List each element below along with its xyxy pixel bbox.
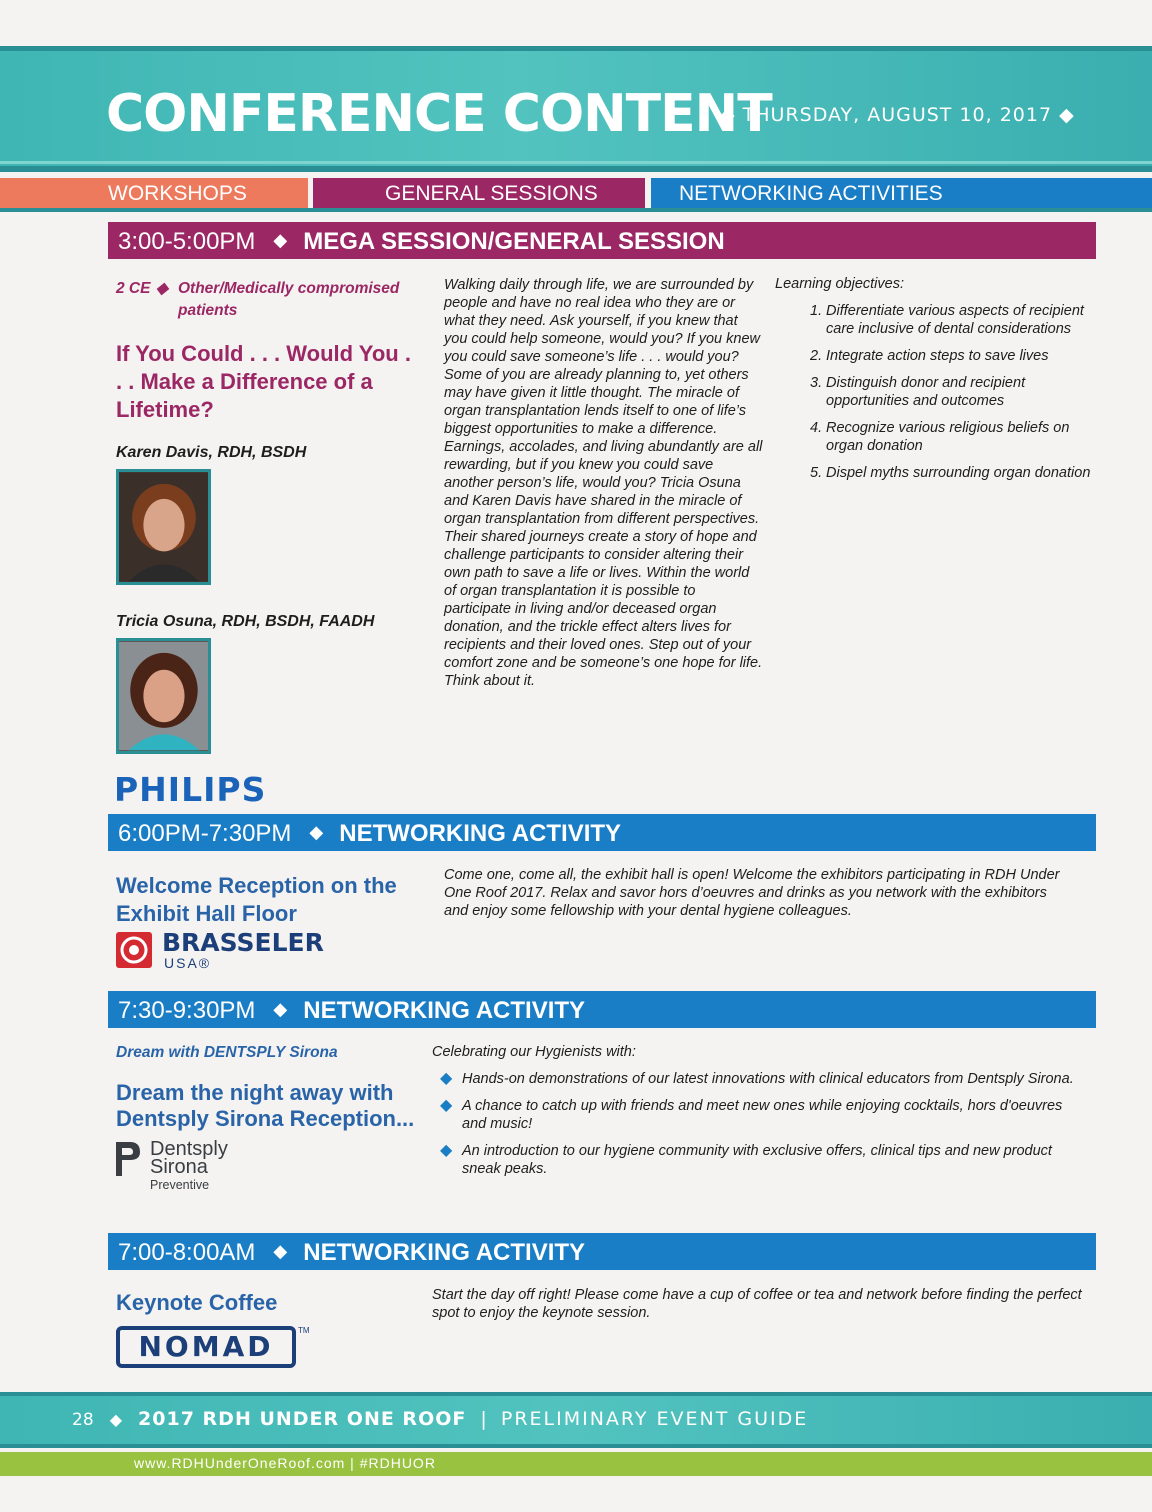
tab-divider — [0, 208, 1152, 212]
session-subtitle: Dream with DENTSPLY Sirona — [116, 1044, 338, 1061]
session-title: If You Could . . . Would You . . . Make a Difference of a Lifetime? — [116, 341, 411, 422]
session-ce-credits — [116, 278, 416, 322]
dentsply-logo — [114, 1138, 274, 1194]
session-kind: NETWORKING ACTIVITY — [303, 997, 586, 1024]
highlights-list — [440, 1070, 1080, 1187]
nomad-trademark: TM — [298, 1326, 310, 1335]
session-description: Start the day off right! Please come have a cup of coffee or tea and network before finding the perfect spot to enjoy the keynote session. — [432, 1287, 1082, 1321]
diamond-icon: ◆ — [109, 1410, 122, 1429]
dentsply-mark-icon — [114, 1140, 142, 1178]
dentsply-name: Dentsply — [150, 1138, 228, 1160]
footer-divider: | — [480, 1408, 487, 1430]
list-item: ◆ Hands-on demonstrations of our latest innovations with clinical educators from Dentsply Sirona. — [440, 1070, 1074, 1087]
session-title: Welcome Reception on the Exhibit Hall Floor — [116, 873, 397, 926]
session-bar-networking — [108, 814, 1096, 851]
session-bar-mega — [108, 222, 1096, 259]
diamond-icon: ◆ — [156, 280, 168, 297]
list-item: ◆ An introduction to our hygiene community with exclusive offers, clinical tips and new product sneak peaks. — [440, 1142, 1052, 1177]
session-kind: NETWORKING ACTIVITY — [303, 1239, 586, 1266]
dentsply-name-2: Sirona — [150, 1156, 208, 1178]
diamond-icon: ◆ — [273, 230, 288, 250]
diamond-icon: ◆ — [273, 999, 288, 1019]
brasseler-icon — [116, 932, 152, 968]
diamond-icon: ◆ — [309, 822, 324, 842]
objective-item: 3. Distinguish donor and recipient opportunities and outcomes — [810, 375, 1026, 409]
session-time: 3:00-5:00PM — [118, 228, 256, 255]
header-date: ◆ THURSDAY, AUGUST 10, 2017 ◆ — [720, 104, 1075, 126]
session-title: Keynote Coffee — [116, 1290, 278, 1315]
speaker-photo — [116, 638, 211, 754]
ce-label: 2 CE — [116, 280, 151, 297]
footer-subtitle: PRELIMINARY EVENT GUIDE — [500, 1408, 809, 1430]
tab-general-sessions: GENERAL SESSIONS — [313, 178, 645, 208]
tab-networking-activities: NETWORKING ACTIVITIES — [651, 178, 1152, 208]
brasseler-name: BRASSELER — [162, 928, 324, 957]
session-description: Come one, come all, the exhibit hall is open! Welcome the exhibitors participating in RDH Under One Roof 2017. Relax and savor hors d’oeuvres and drinks as you network with the exhibitors and enjoy some fellowship with your dental hygiene colleagues. — [444, 867, 1060, 919]
session-kind: MEGA SESSION/GENERAL SESSION — [303, 228, 725, 255]
diamond-bullet-icon: ◆ — [440, 1097, 453, 1114]
speaker-photo — [116, 469, 211, 585]
speaker-name: Karen Davis, RDH, BSDH — [116, 444, 307, 461]
philips-logo: PHILIPS — [114, 770, 267, 809]
diamond-bullet-icon: ◆ — [440, 1070, 453, 1087]
session-kind: NETWORKING ACTIVITY — [339, 820, 622, 847]
footer-text — [72, 1408, 808, 1430]
session-time: 6:00PM-7:30PM — [118, 820, 292, 847]
session-time: 7:30-9:30PM — [118, 997, 256, 1024]
objective-item: 5. Dispel myths surrounding organ donation — [810, 465, 1091, 481]
nomad-logo: NOMAD — [116, 1326, 296, 1368]
brasseler-logo — [116, 928, 336, 972]
page-number: 28 — [72, 1410, 94, 1430]
objective-item: 2. Integrate action steps to save lives — [810, 348, 1049, 364]
session-intro: Celebrating our Hygienists with: — [432, 1044, 636, 1060]
speaker-photo-art — [119, 641, 208, 751]
footer-brand: 2017 RDH UNDER ONE ROOF — [138, 1408, 467, 1430]
session-time: 7:00-8:00AM — [118, 1239, 256, 1266]
ce-category: Other/Medically compromised patients — [178, 280, 400, 319]
tab-workshops: WORKSHOPS — [0, 178, 308, 208]
session-description: Walking daily through life, we are surrounded by people and have no real idea who they are or what they need. Ask yourself, if you knew that you could help someone, would you? If you knew you could save someone’s life . . . would you? Some of you are already planning to, yet others may have given it little thought. The miracle of organ transplantation lends itself to one of life’s biggest opportunities to make a difference. Earnings, accolades, and living abundantly are all rewarding, but if you knew you could save another person’s life, would you? Tricia Osuna and Karen Davis have shared in the miracle of organ transplantation from different perspectives. Their shared journeys create a story of hope and challenge participants to consider altering their own path to save a life or lives. Within the world of organ transplantation it is possible to participate in living and/or deceased organ donation, and the trickle effect alters lives for recipients and their loved ones. Step out of your comfort zone and be someone’s one hope for life. Think about it. — [444, 277, 763, 689]
page-title: CONFERENCE CONTENT — [106, 84, 772, 144]
session-bar-networking — [108, 991, 1096, 1028]
speaker-photo-art — [119, 472, 208, 582]
speaker-name: Tricia Osuna, RDH, BSDH, FAADH — [116, 613, 375, 630]
diamond-bullet-icon: ◆ — [440, 1142, 453, 1159]
objective-item: 1. Differentiate various aspects of recipient care inclusive of dental considerations — [810, 303, 1084, 337]
objectives-heading: Learning objectives: — [775, 276, 904, 292]
session-title: Dream the night away with Dentsply Sirona Reception... — [116, 1080, 415, 1131]
list-item: ◆ A chance to catch up with friends and meet new ones while enjoying cocktails, hors d'oeuvres and music! — [440, 1097, 1063, 1132]
footer-url: www.RDHUnderOneRoof.com | #RDHUOR — [134, 1455, 436, 1471]
objective-item: 4. Recognize various religious beliefs on organ donation — [810, 420, 1070, 454]
diamond-icon: ◆ — [273, 1241, 288, 1261]
objectives-list — [810, 302, 1100, 491]
dentsply-division: Preventive — [150, 1178, 210, 1192]
brasseler-sub: USA® — [164, 955, 212, 971]
session-bar-networking — [108, 1233, 1096, 1270]
